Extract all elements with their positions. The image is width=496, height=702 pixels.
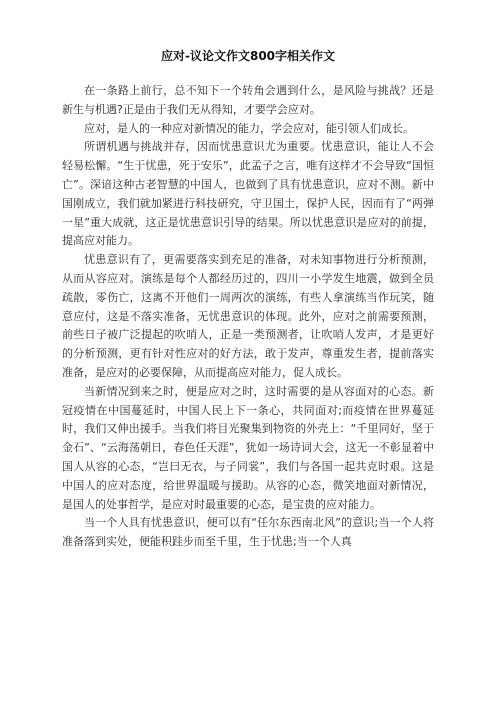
paragraph-2: 应对，是人的一种应对新情况的能力，学会应对，能引领人们成长。: [84, 121, 414, 135]
document-page: [62, 48, 434, 552]
paragraph-1: 在一条路上前行，总不知下一个转角会遇到什么，是风险与挑战？还是新生与机遇?正是由于我们无从得知，才要学会应对。: [62, 84, 434, 116]
paragraph-6: 当一个人具有忧患意识，便可以有“任尔东西南北风”的意识;当一个人将准备落到实处，便能积跬步而至千里，生于忧患;当一个人真: [62, 516, 434, 549]
paragraph-3: 所谓机遇与挑战并存，因而忧患意识尤为重要。忧患意识，能让人不会轻易松懈。“生于忧患，死于安乐”，此孟子之言，唯有这样才不会导致“国恒亡”。深谙这种古老智慧的中国人，也做到了具有忧患意识，应对不测。新中国刚成立，我们就加紧进行科技研究，守卫国土，保护人民，因而有了“两弹一星”重大成就，这正是忧患意识引导的结果。所以忧患意识是应对的前提，提高应对能力。: [62, 140, 434, 248]
paragraph-4: 忧患意识有了，更需要落实到充足的准备，对未知事物进行分析预测，从而从容应对。演练是每个人都经历过的，四川一小学发生地震，做到全员疏散，零伤亡，这离不开他们一周两次的演练，有些人拿演练当作玩笑，随意应付，这是不落实准备，无忧患意识的体现。此外，应对之前需要预测，前些日子被广泛提起的吹哨人，正是一类预测者，让吹哨人发声，才是更好的分析预测，更有针对性应对的好方法，敢于发声，尊重发生者，提前落实准备，是应对的必要保障，从而提高应对能力，促人成长。: [62, 253, 434, 379]
document-title: 应对-议论文作文800字相关作文: [160, 49, 336, 63]
paragraph-5: 当新情况到来之时，便是应对之时，这时需要的是从容面对的心态。新冠疫情在中国蔓延时，中国人民上下一条心，共同面对;而疫情在世界蔓延时，我们又伸出援手。当我们将目光聚集到物资的外壳上：“千里同好，坚于金石”、“云海荡朝日，春色任天涯”，犹如一场诗词大会，这无一不彰显着中国人从容的心态，“岂曰无衣，与子同裳”，我们与各国一起共克时艰。这是中国人的应对态度，给世界温暖与援助。从容的心态，微笑地面对新情况，是国人的处事哲学，是应对时最重要的心态，是宝贵的应对能力。: [62, 384, 434, 511]
